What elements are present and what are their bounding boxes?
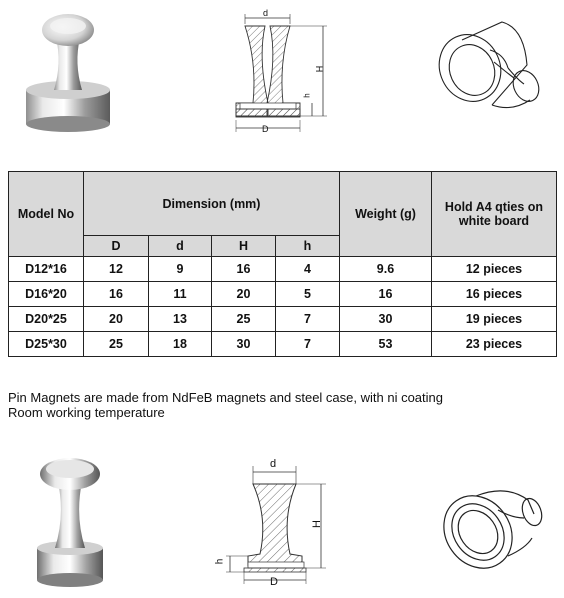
subheader-H: H [212,236,276,257]
cell-h: 7 [276,307,340,332]
dimension-drawing-top [228,8,338,138]
subheader-h: h [276,236,340,257]
cell-model: D12*16 [9,257,84,282]
table-row [9,282,557,307]
cell-d: 11 [149,282,212,307]
cell-D: 25 [84,332,149,357]
dim-label-D-bottom: D [270,576,278,588]
subheader-d: d [149,236,212,257]
header-hold: Hold A4 qties on white board [432,172,557,257]
cell-hold: 19 pieces [432,307,557,332]
cell-H: 25 [212,307,276,332]
cell-h: 4 [276,257,340,282]
cell-d: 18 [149,332,212,357]
cell-hold: 16 pieces [432,282,557,307]
cell-D: 20 [84,307,149,332]
spec-table [8,171,557,357]
cell-d: 9 [149,257,212,282]
header-model-no: Model No [9,172,84,257]
cell-weight: 53 [340,332,432,357]
header-weight: Weight (g) [340,172,432,257]
cell-d: 13 [149,307,212,332]
dim-label-H-bottom: H [310,520,323,528]
dim-label-d-bottom: d [270,458,277,470]
pin-magnet-photo-top [18,8,118,138]
cell-weight: 9.6 [340,257,432,282]
cell-h: 7 [276,332,340,357]
line-drawing-3d-top [432,10,547,130]
cell-model: D20*25 [9,307,84,332]
cell-H: 20 [212,282,276,307]
note-line: Pin Magnets are made from NdFeB magnets and steel case, with ni coating [8,390,443,405]
cell-D: 12 [84,257,149,282]
cell-weight: 16 [340,282,432,307]
dim-label-D-top: D [262,124,269,134]
dim-label-d-top: d [263,8,269,18]
note-line: Room working temperature [8,405,165,420]
header-dimension: Dimension (mm) [84,172,340,236]
cell-hold: 23 pieces [432,332,557,357]
cell-model: D25*30 [9,332,84,357]
table-row [9,332,557,357]
dim-label-h-top: h [302,93,312,98]
subheader-D: D [84,236,149,257]
dim-label-h-bottom: h [214,558,226,565]
table-row [9,257,557,282]
dim-label-H-top: H [314,65,325,73]
pin-magnet-photo-bottom [25,452,115,592]
cell-H: 30 [212,332,276,357]
cell-weight: 30 [340,307,432,332]
cell-H: 16 [212,257,276,282]
table-row [9,307,557,332]
line-drawing-3d-bottom [436,478,546,583]
cell-hold: 12 pieces [432,257,557,282]
cell-D: 16 [84,282,149,307]
cell-h: 5 [276,282,340,307]
cell-model: D16*20 [9,282,84,307]
product-notes [8,390,443,420]
